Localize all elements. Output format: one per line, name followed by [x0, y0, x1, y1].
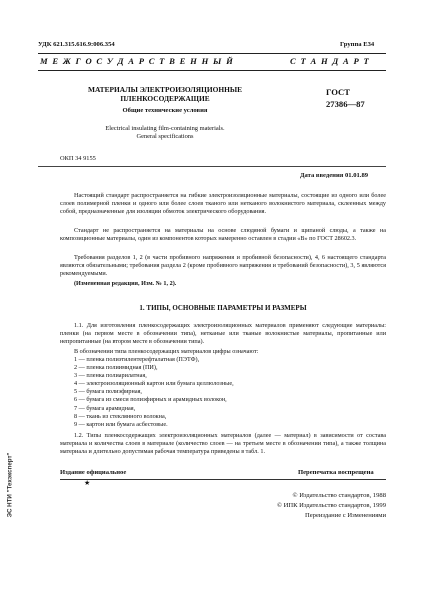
english-title-line-1: Electrical insulating film-containing materials. [105, 125, 225, 132]
paragraph-scope: Настоящий стандарт распространяется на гибкие электроизоляционные материалы, состоящие из одного или более слоев полимерной пленки и одного или более слоев тканого или нетканого волокнистого материала, склеенных между собой, предназначенные для изоляции обмоток электрического оборудования. [60, 192, 386, 216]
document-title [60, 85, 270, 103]
list-item: 9 — картон или бумага асбестовые. [74, 420, 168, 428]
english-title [60, 125, 270, 142]
title-block-rule [38, 166, 386, 167]
list-item: 7 — бумага арамидная, [74, 404, 136, 412]
header-rule-bottom [38, 70, 386, 71]
english-title-line-2: General specifications [136, 133, 194, 141]
okp-code: ОКП 34 9155 [60, 155, 96, 162]
header-rule-top [38, 53, 386, 54]
list-item: 2 — пленка полиимидная (ПИ), [74, 364, 158, 372]
material-code-list [74, 356, 374, 429]
footer-rule [60, 479, 386, 480]
banner-right: С Т А Н Д А Р Т [290, 56, 371, 66]
reprint-notice: Перепечатка воспрещена [298, 469, 374, 476]
list-item: 3 — пленка полиарилатная, [74, 372, 147, 380]
star-mark: ★ [84, 479, 91, 487]
copyright-1988: © Издательство стандартов, 1988 [292, 492, 386, 499]
udk-code: УДК 621.315.616.9:006.354 [38, 41, 115, 48]
side-stamp-text: ЭС НТИ "Техэксперт" [6, 452, 14, 518]
intro-date: Дата введения 01.01.89 [300, 172, 369, 179]
reissue-note: Переиздание с Изменениями [304, 512, 386, 519]
section-heading: 1. ТИПЫ, ОСНОВНЫЕ ПАРАМЕТРЫ И РАЗМЕРЫ [139, 304, 307, 312]
side-stamp [3, 420, 17, 550]
list-item: 1 — пленка полиэтилентерефталатная (ПЭТФ), [74, 356, 200, 363]
gost-number: 27386—87 [326, 99, 365, 109]
list-item: 8 — ткань из стеклянного волокна, [74, 412, 167, 420]
gost-label: ГОСТ [326, 87, 350, 97]
list-item: 4 — электроизоляционный картон или бумага целлюлозные, [74, 380, 234, 388]
list-item: 5 — бумага полиэфирная, [74, 388, 142, 396]
paragraph-1-1: 1.1. Для изготовления пленкосодержащих электроизоляционных материалов применяют следующие материалы: пленки (на первом месте в обозначении типа), нетканые или тканые волокнистые материалы, пропитанные или непропитанные (на втором месте в обозначении типа). [60, 322, 386, 346]
paragraph-amendment: (Измененная редакция, Изм. № 1, 2). [74, 280, 177, 287]
title-line-1: МАТЕРИАЛЫ ЭЛЕКТРОИЗОЛЯЦИОННЫЕ [87, 85, 243, 94]
official-edition: Издание официальное [60, 469, 127, 476]
paragraph-designation: В обозначении типа пленкосодержащих материалов цифры означают: [74, 348, 259, 355]
paragraph-1-2: 1.2. Типы пленкосодержащих электроизоляционных материалов (далее — материал) в зависимости от состава материала и количества слоев в материале (количество слоев — на третьем месте в обозначении типа), а также толщина материала и длительно допустимая рабочая температура приведены в табл. 1. [60, 432, 386, 456]
group-code: Группа Е34 [340, 41, 375, 48]
banner-left: М Е Ж Г О С У Д А Р С Т В Е Н Н Ы Й [40, 56, 235, 66]
paragraph-exclusions: Стандарт не распространяется на материалы на основе слюдяной бумаги и щипаной слюды, а также на композиционные материалы, один из компонентов которых намеренно оставлен в стадии «В» по ГОСТ 28602.3. [60, 227, 386, 243]
paragraph-requirements: Требования разделов 1, 2 (в части пробивного напряжения и пробивной безопасности), 4, 6 настоящего стандарта являются обязательными; требования раздела 2 (кроме пробивного напряжения и требований безопасности), 3, 5 являются рекомендуемыми. [60, 254, 386, 278]
title-line-2: ПЛЕНКОСОДЕРЖАЩИЕ [120, 94, 210, 103]
copyright-1999: © ИПК Издательство стандартов, 1999 [276, 502, 386, 509]
document-subtitle: Общие технические условия [122, 107, 208, 114]
list-item: 6 — бумага из смеси полиэфирных и арамидных волокон, [74, 396, 227, 404]
